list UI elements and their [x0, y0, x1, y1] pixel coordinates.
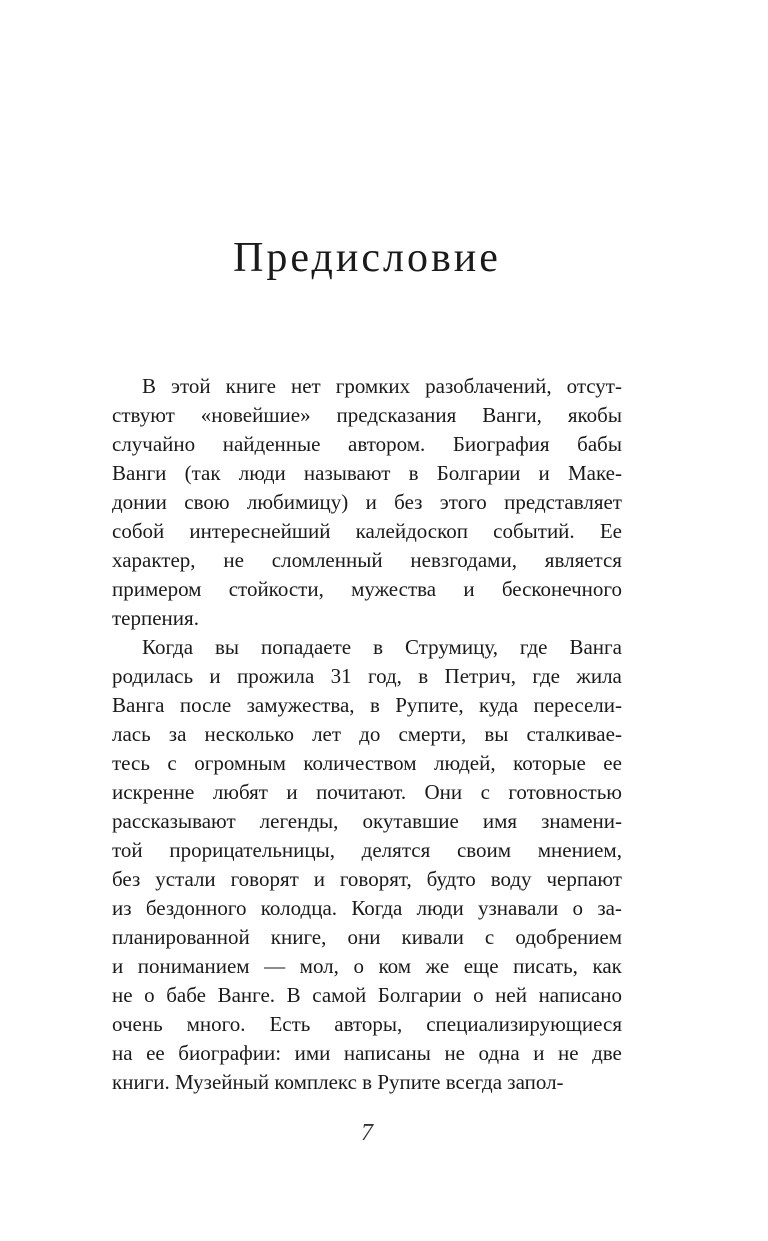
text-line: тесь с огромным количеством людей, которые ее	[112, 751, 622, 775]
text-line: ствуют «новейшие» предсказания Ванги, якобы	[112, 403, 622, 427]
text-line: очень много. Есть авторы, специализирующиеся	[112, 1012, 622, 1036]
text-line: не о бабе Ванге. В самой Болгарии о ней написано	[112, 983, 622, 1007]
text-line: без устали говорят и говорят, будто воду черпают	[112, 867, 622, 891]
text-line: терпения.	[112, 606, 199, 630]
text-line: искренне любят и почитают. Они с готовностью	[112, 780, 622, 804]
text-line: книги. Музейный комплекс в Рупите всегда запол-	[112, 1070, 564, 1094]
text-line: на ее биографии: ими написаны не одна и не две	[112, 1041, 622, 1065]
text-line: Ванга после замужества, в Рупите, куда пересели-	[112, 693, 622, 717]
text-line: В этой книге нет громких разоблачений, отсут-	[142, 374, 622, 398]
page-number: 7	[361, 1120, 373, 1146]
text-line: Ванги (так люди называют в Болгарии и Маке-	[112, 461, 622, 485]
text-line: Когда вы попадаете в Струмицу, где Ванга	[142, 635, 622, 659]
text-line: из бездонного колодца. Когда люди узнавали о за-	[112, 896, 622, 920]
text-line: родилась и прожила 31 год, в Петрич, где жила	[112, 664, 622, 688]
text-line: собой интереснейший калейдоскоп событий. Ее	[112, 519, 622, 543]
text-line: донии свою любимицу) и без этого представляет	[112, 490, 622, 514]
chapter-title: Предисловие	[233, 235, 501, 281]
body-text	[112, 372, 622, 1097]
text-line: лась за несколько лет до смерти, вы сталкивае-	[112, 722, 622, 746]
text-line: примером стойкости, мужества и бесконечного	[112, 577, 622, 601]
text-line: и пониманием — мол, о ком же еще писать, как	[112, 954, 622, 978]
text-line: рассказывают легенды, окутавшие имя знамени-	[112, 809, 622, 833]
text-line: характер, не сломленный невзгодами, является	[112, 548, 622, 572]
text-line: планированной книге, они кивали с одобрением	[112, 925, 622, 949]
text-line: случайно найденные автором. Биография бабы	[112, 432, 622, 456]
text-line: той прорицательницы, делятся своим мнением,	[112, 838, 622, 862]
